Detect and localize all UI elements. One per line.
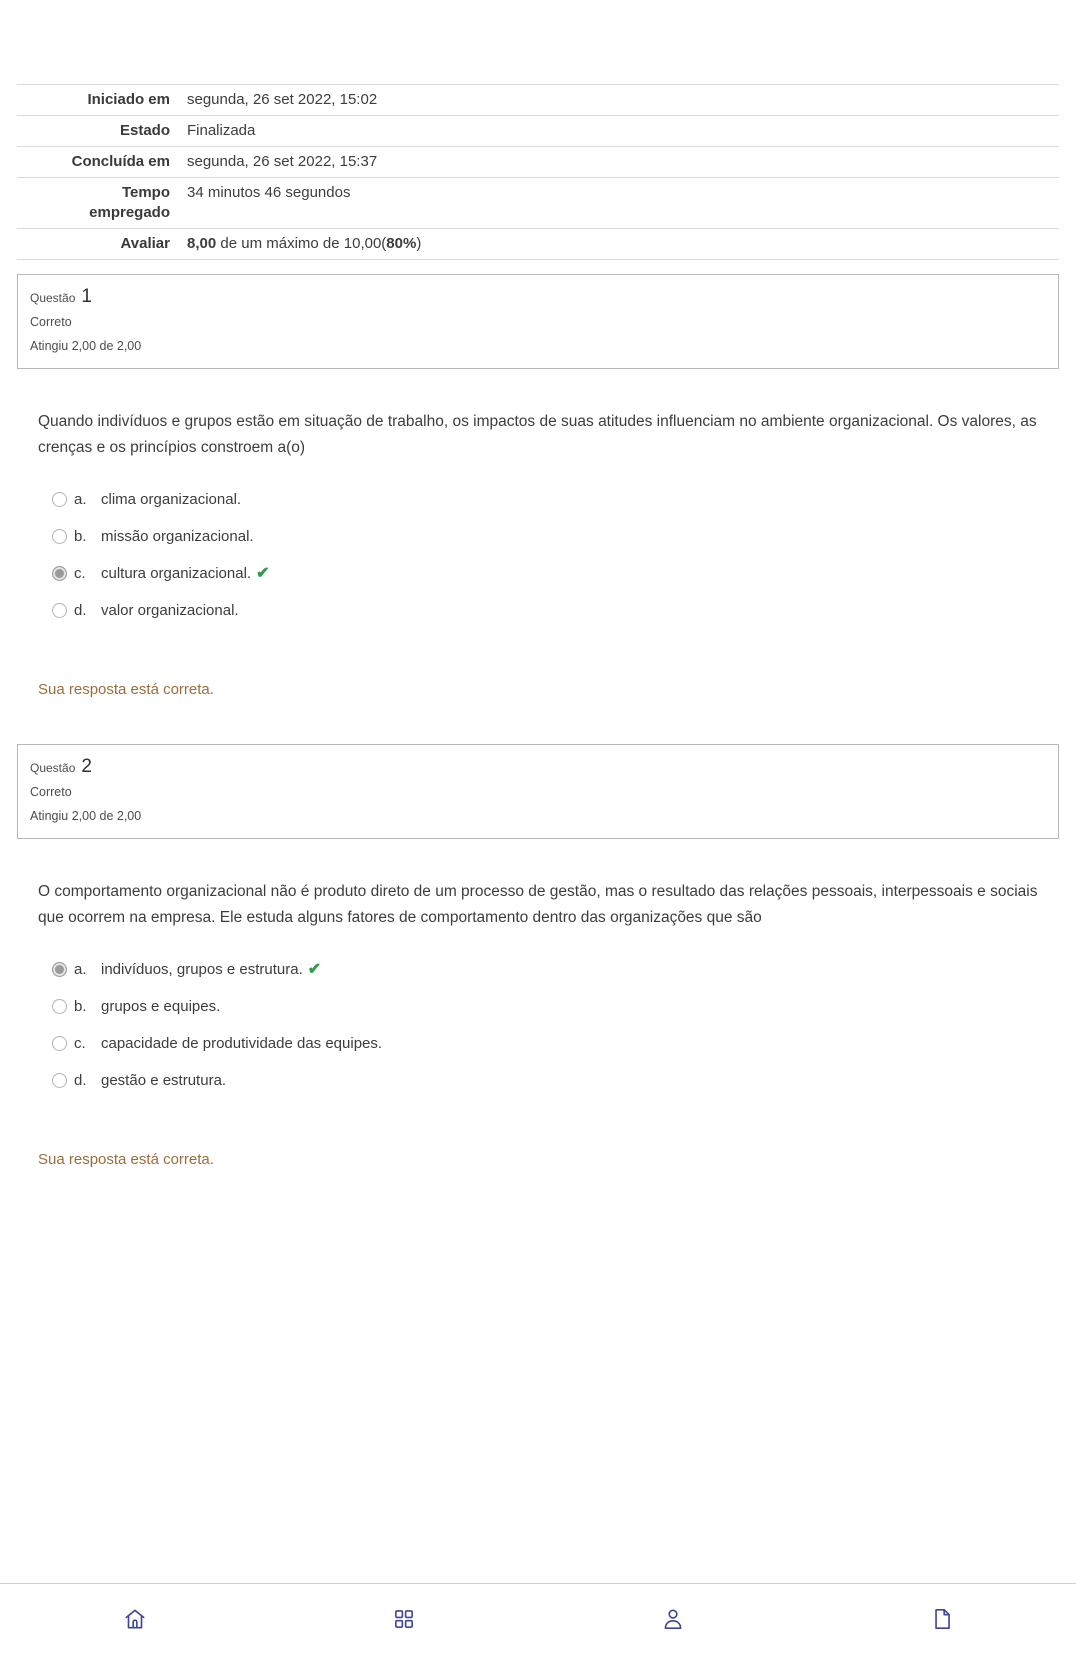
nav-home-button[interactable] (0, 1606, 269, 1632)
correct-check-icon: ✔ (307, 960, 322, 978)
summary-row-completed (17, 146, 1059, 177)
option-text: valor organizacional. (101, 602, 239, 619)
nav-document-button[interactable] (807, 1606, 1076, 1632)
answer-option-b (52, 996, 1059, 1017)
grid-icon (391, 1606, 417, 1632)
summary-value: segunda, 26 set 2022, 15:37 (187, 153, 378, 170)
answer-option-c (52, 563, 1059, 584)
summary-row-state (17, 115, 1059, 146)
answer-option-d (52, 600, 1059, 621)
grade-close: ) (416, 235, 422, 252)
person-icon (660, 1606, 686, 1632)
option-letter: b. (74, 998, 87, 1015)
question-title (30, 286, 1046, 308)
question-2-feedback: Sua resposta está correta. (38, 1151, 214, 1168)
summary-value: 34 minutos 46 segundos (187, 184, 351, 201)
question-1-options (52, 489, 1059, 621)
correct-check-icon: ✔ (256, 564, 270, 582)
grade-percent: 80% (386, 235, 417, 252)
answer-option-a (52, 959, 1059, 980)
option-letter: d. (74, 602, 87, 619)
option-letter: c. (74, 1035, 86, 1052)
summary-row-time-taken (17, 177, 1059, 228)
home-icon (122, 1606, 148, 1632)
quiz-review-page (0, 84, 1076, 1168)
summary-value: Finalizada (187, 122, 256, 139)
option-letter: b. (74, 528, 87, 545)
answer-option-a (52, 489, 1059, 510)
summary-label: Concluída em (71, 153, 170, 170)
question-status: Correto (30, 315, 72, 329)
answer-option-d (52, 1070, 1059, 1091)
question-number: 1 (81, 286, 92, 307)
question-2-info-box (17, 744, 1059, 839)
question-2-text: O comportamento organizacional não é produto direto de um processo de gestão, mas o resultado das relações pessoais, interpessoais e sociais que ocorrem na empresa. Ele estuda alguns fatores de comportamento dentro das organizações que são (38, 883, 1038, 926)
summary-label: Iniciado em (87, 91, 170, 108)
option-text: grupos e equipes. (101, 998, 221, 1015)
nav-profile-button[interactable] (538, 1606, 807, 1632)
summary-grade-value (187, 234, 421, 254)
summary-row-started (17, 84, 1059, 115)
question-title (30, 756, 1046, 778)
question-1-text: Quando indivíduos e grupos estão em situação de trabalho, os impactos de suas atitudes influenciam no ambiente organizacional. Os valores, as crenças e os princípios constroem a(o) (38, 413, 1037, 456)
option-text: indivíduos, grupos e estrutura. (101, 961, 303, 978)
radio-button-selected[interactable] (52, 962, 67, 977)
radio-button[interactable] (52, 1036, 67, 1051)
question-label: Questão (30, 291, 76, 305)
attempt-summary-table (17, 84, 1059, 260)
summary-label: Tempo empregado (89, 184, 170, 221)
summary-label: Estado (119, 122, 170, 139)
question-grade: Atingiu 2,00 de 2,00 (30, 339, 142, 353)
answer-option-b (52, 526, 1059, 547)
radio-button[interactable] (52, 492, 67, 507)
summary-row-grade (17, 228, 1059, 260)
question-1-info-box (17, 274, 1059, 369)
question-2-options (52, 959, 1059, 1091)
question-label: Questão (30, 761, 76, 775)
question-status: Correto (30, 785, 72, 799)
radio-button[interactable] (52, 1073, 67, 1088)
grade-text: de um máximo de 10,00( (216, 235, 387, 252)
question-1-feedback: Sua resposta está correta. (38, 681, 214, 698)
summary-value: segunda, 26 set 2022, 15:02 (187, 91, 378, 108)
bottom-nav-bar (0, 1583, 1076, 1654)
grade-score: 8,00 (187, 235, 217, 252)
option-text: clima organizacional. (101, 491, 242, 508)
option-text: cultura organizacional. (101, 565, 252, 582)
question-grade: Atingiu 2,00 de 2,00 (30, 809, 142, 823)
radio-button[interactable] (52, 999, 67, 1014)
radio-button[interactable] (52, 529, 67, 544)
radio-button-selected[interactable] (52, 566, 67, 581)
nav-grid-button[interactable] (269, 1606, 538, 1632)
question-number: 2 (81, 756, 92, 777)
option-letter: a. (74, 961, 87, 978)
option-letter: a. (74, 491, 87, 508)
radio-button[interactable] (52, 603, 67, 618)
answer-option-c (52, 1033, 1059, 1054)
option-text: gestão e estrutura. (101, 1072, 227, 1089)
summary-label: Avaliar (120, 235, 170, 252)
option-text: missão organizacional. (101, 528, 254, 545)
option-text: capacidade de produtividade das equipes. (101, 1035, 383, 1052)
document-icon (929, 1606, 955, 1632)
option-letter: c. (74, 565, 86, 582)
option-letter: d. (74, 1072, 87, 1089)
